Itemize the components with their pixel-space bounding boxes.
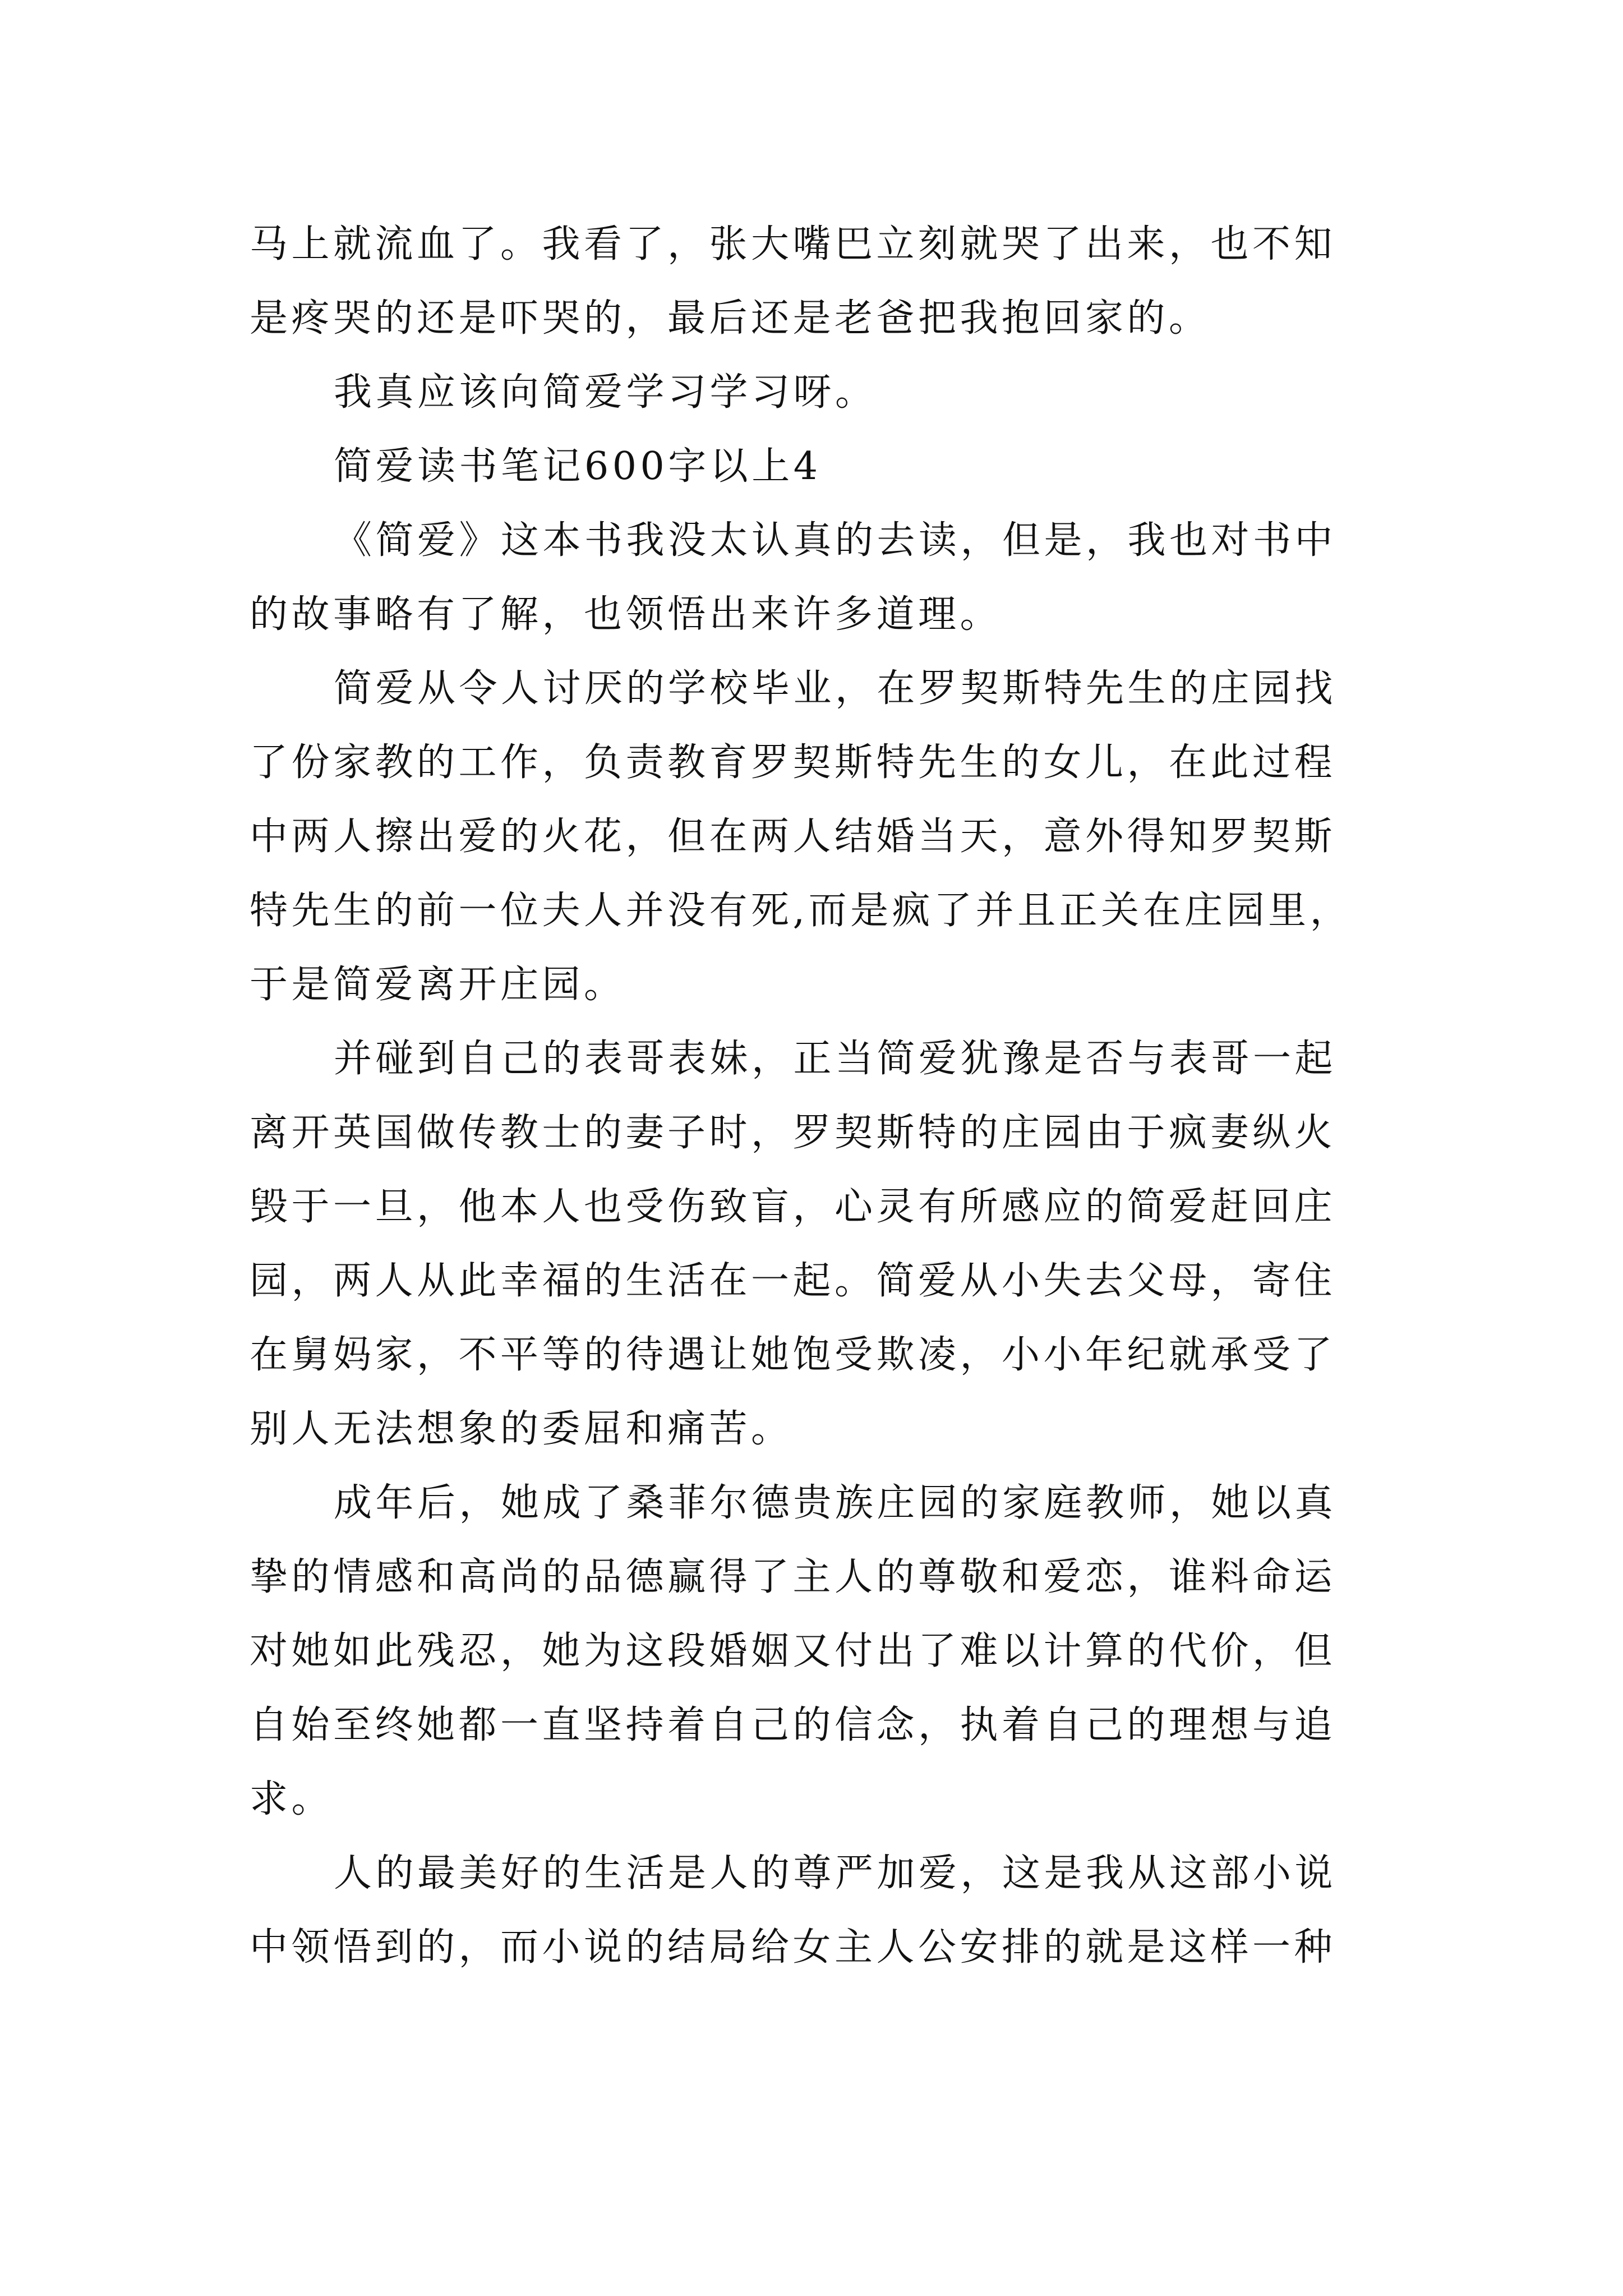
paragraph-start-line: 人的最美好的生活是人的尊严加爱，这是我从这部小说	[334, 1851, 1337, 1895]
text-line: 中两人擦出爱的火花，但在两人结婚当天，意外得知罗契斯	[250, 815, 1336, 859]
paragraph-start-line: 《简爱》这本书我没太认真的去读，但是，我也对书中	[334, 518, 1337, 563]
section-heading: 简爱读书笔记600字以上4	[334, 444, 822, 489]
text-line: 了份家教的工作，负责教育罗契斯特先生的女儿，在此过程	[250, 740, 1336, 785]
text-line: 是疼哭的还是吓哭的，最后还是老爸把我抱回家的。	[250, 296, 1211, 341]
text-line: 特先生的前一位夫人并没有死,而是疯了并且正关在庄园里，	[250, 889, 1352, 933]
text-line: 自始至终她都一直坚持着自己的信念，执着自己的理想与追	[250, 1703, 1336, 1747]
paragraph-start-line: 简爱从令人讨厌的学校毕业，在罗契斯特先生的庄园找	[334, 666, 1337, 711]
text-line: 园，两人从此幸福的生活在一起。简爱从小失去父母，寄住	[250, 1259, 1336, 1303]
text-line: 离开英国做传教士的妻子时，罗契斯特的庄园由于疯妻纵火	[250, 1111, 1336, 1155]
text-line: 于是简爱离开庄园。	[250, 963, 626, 1007]
text-line: 对她如此残忍，她为这段婚姻又付出了难以计算的代价，但	[250, 1629, 1336, 1673]
paragraph-start-line: 成年后，她成了桑菲尔德贵族庄园的家庭教师，她以真	[334, 1481, 1337, 1525]
text-line: 别人无法想象的委屈和痛苦。	[250, 1407, 793, 1451]
text-line: 挚的情感和高尚的品德赢得了主人的尊敬和爱恋，谁料命运	[250, 1555, 1336, 1599]
paragraph-start-line: 我真应该向简爱学习学习呀。	[334, 370, 877, 415]
text-line: 在舅妈家，不平等的待遇让她饱受欺凌，小小年纪就承受了	[250, 1333, 1336, 1377]
text-line: 中领悟到的，而小说的结局给女主人公安排的就是这样一种	[250, 1925, 1336, 1970]
text-line: 的故事略有了解，也领悟出来许多道理。	[250, 592, 1002, 637]
document-page	[250, 208, 1394, 1985]
text-line: 毁于一旦，他本人也受伤致盲，心灵有所感应的简爱赶回庄	[250, 1185, 1336, 1229]
text-line: 求。	[250, 1777, 334, 1821]
text-line: 马上就流血了。我看了，张大嘴巴立刻就哭了出来，也不知	[250, 222, 1336, 266]
paragraph-start-line: 并碰到自己的表哥表妹，正当简爱犹豫是否与表哥一起	[334, 1037, 1337, 1081]
